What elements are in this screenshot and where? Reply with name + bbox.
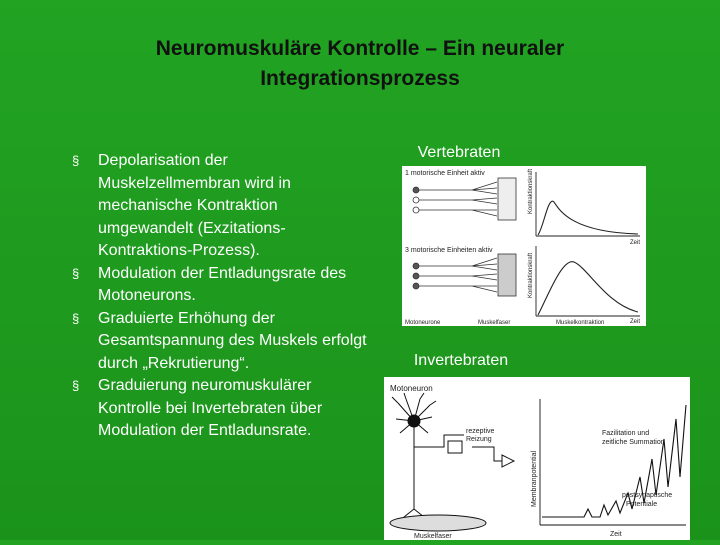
motoneuron-label: Motoneuron xyxy=(390,384,433,393)
neurons-panel2 xyxy=(413,254,516,296)
bottom-label-motoneurone: Motoneurone xyxy=(405,320,441,326)
time-axis-label: Zeit xyxy=(610,531,622,538)
neuron-drawing xyxy=(390,393,514,531)
invertebraten-diagram xyxy=(384,377,690,540)
summation-line1: Fazilitation und xyxy=(602,430,650,437)
y-axis-label-2: Kontraktionskraft xyxy=(528,252,534,298)
vertebraten-diagram xyxy=(402,166,646,326)
invertebraten-label: Invertebraten xyxy=(413,352,509,369)
y-axis-label-1: Kontraktionskraft xyxy=(528,168,534,214)
x-axis-label-2: Zeit xyxy=(630,319,641,325)
neurons-panel1 xyxy=(413,178,516,220)
slide-title-line1: Neuromuskuläre Kontrolle – Ein neuraler xyxy=(155,37,565,60)
vertebraten-figure xyxy=(402,166,646,326)
x-axis-label-1: Zeit xyxy=(630,240,641,246)
bullet-text: Graduierte Erhöhung der Gesamtspannung des Muskels erfolgt durch „Rekrutierung“. xyxy=(98,309,367,372)
bullet-item xyxy=(72,375,372,443)
vertebraten-label: Vertebraten xyxy=(417,144,501,161)
bullet-item xyxy=(72,308,372,376)
stim-label-line2: Reizung xyxy=(466,436,492,443)
potential-plot xyxy=(540,399,686,525)
bullet-marker: § xyxy=(72,378,80,393)
stim-label-line1: rezeptive xyxy=(466,428,495,435)
muscle-label: Muskelfaser xyxy=(414,533,452,540)
summation-line2: zeitliche Summation xyxy=(602,439,665,446)
bullet-item xyxy=(72,150,372,263)
bullet-item xyxy=(72,263,372,308)
bottom-label-muskelfaser: Muskelfaser xyxy=(478,320,511,326)
membrane-potential-label: Membranpotential xyxy=(531,450,538,507)
psp-line1: postsynaptische xyxy=(622,492,673,499)
bullet-text: Graduierung neuromuskulärer Kontrolle bei Invertebraten über Modulation der Entladunsrate. xyxy=(98,377,323,439)
bullet-marker: § xyxy=(72,265,80,281)
panel2-label: 3 motorische Einheiten aktiv xyxy=(405,247,493,254)
panel1-label: 1 motorische Einheit aktiv xyxy=(405,170,485,177)
psp-line2: Potentiale xyxy=(626,501,658,508)
bullet-list xyxy=(72,150,372,443)
bullet-marker: § xyxy=(72,153,80,168)
slide-title xyxy=(60,34,660,94)
bottom-label-muskelkontraktion: Muskelkontraktion xyxy=(556,320,605,326)
bullet-text: Depolarisation der Muskelzellmembran wird in mechanische Kontraktion umgewandelt (Exzitations-Kontraktions-Prozess). xyxy=(98,152,291,259)
bullet-text: Modulation der Entladungsrate des Motoneurons. xyxy=(98,264,347,304)
bullet-marker: § xyxy=(72,310,80,326)
slide-title-line2: Integrationsprozess xyxy=(260,67,460,90)
invertebraten-figure xyxy=(384,377,690,540)
